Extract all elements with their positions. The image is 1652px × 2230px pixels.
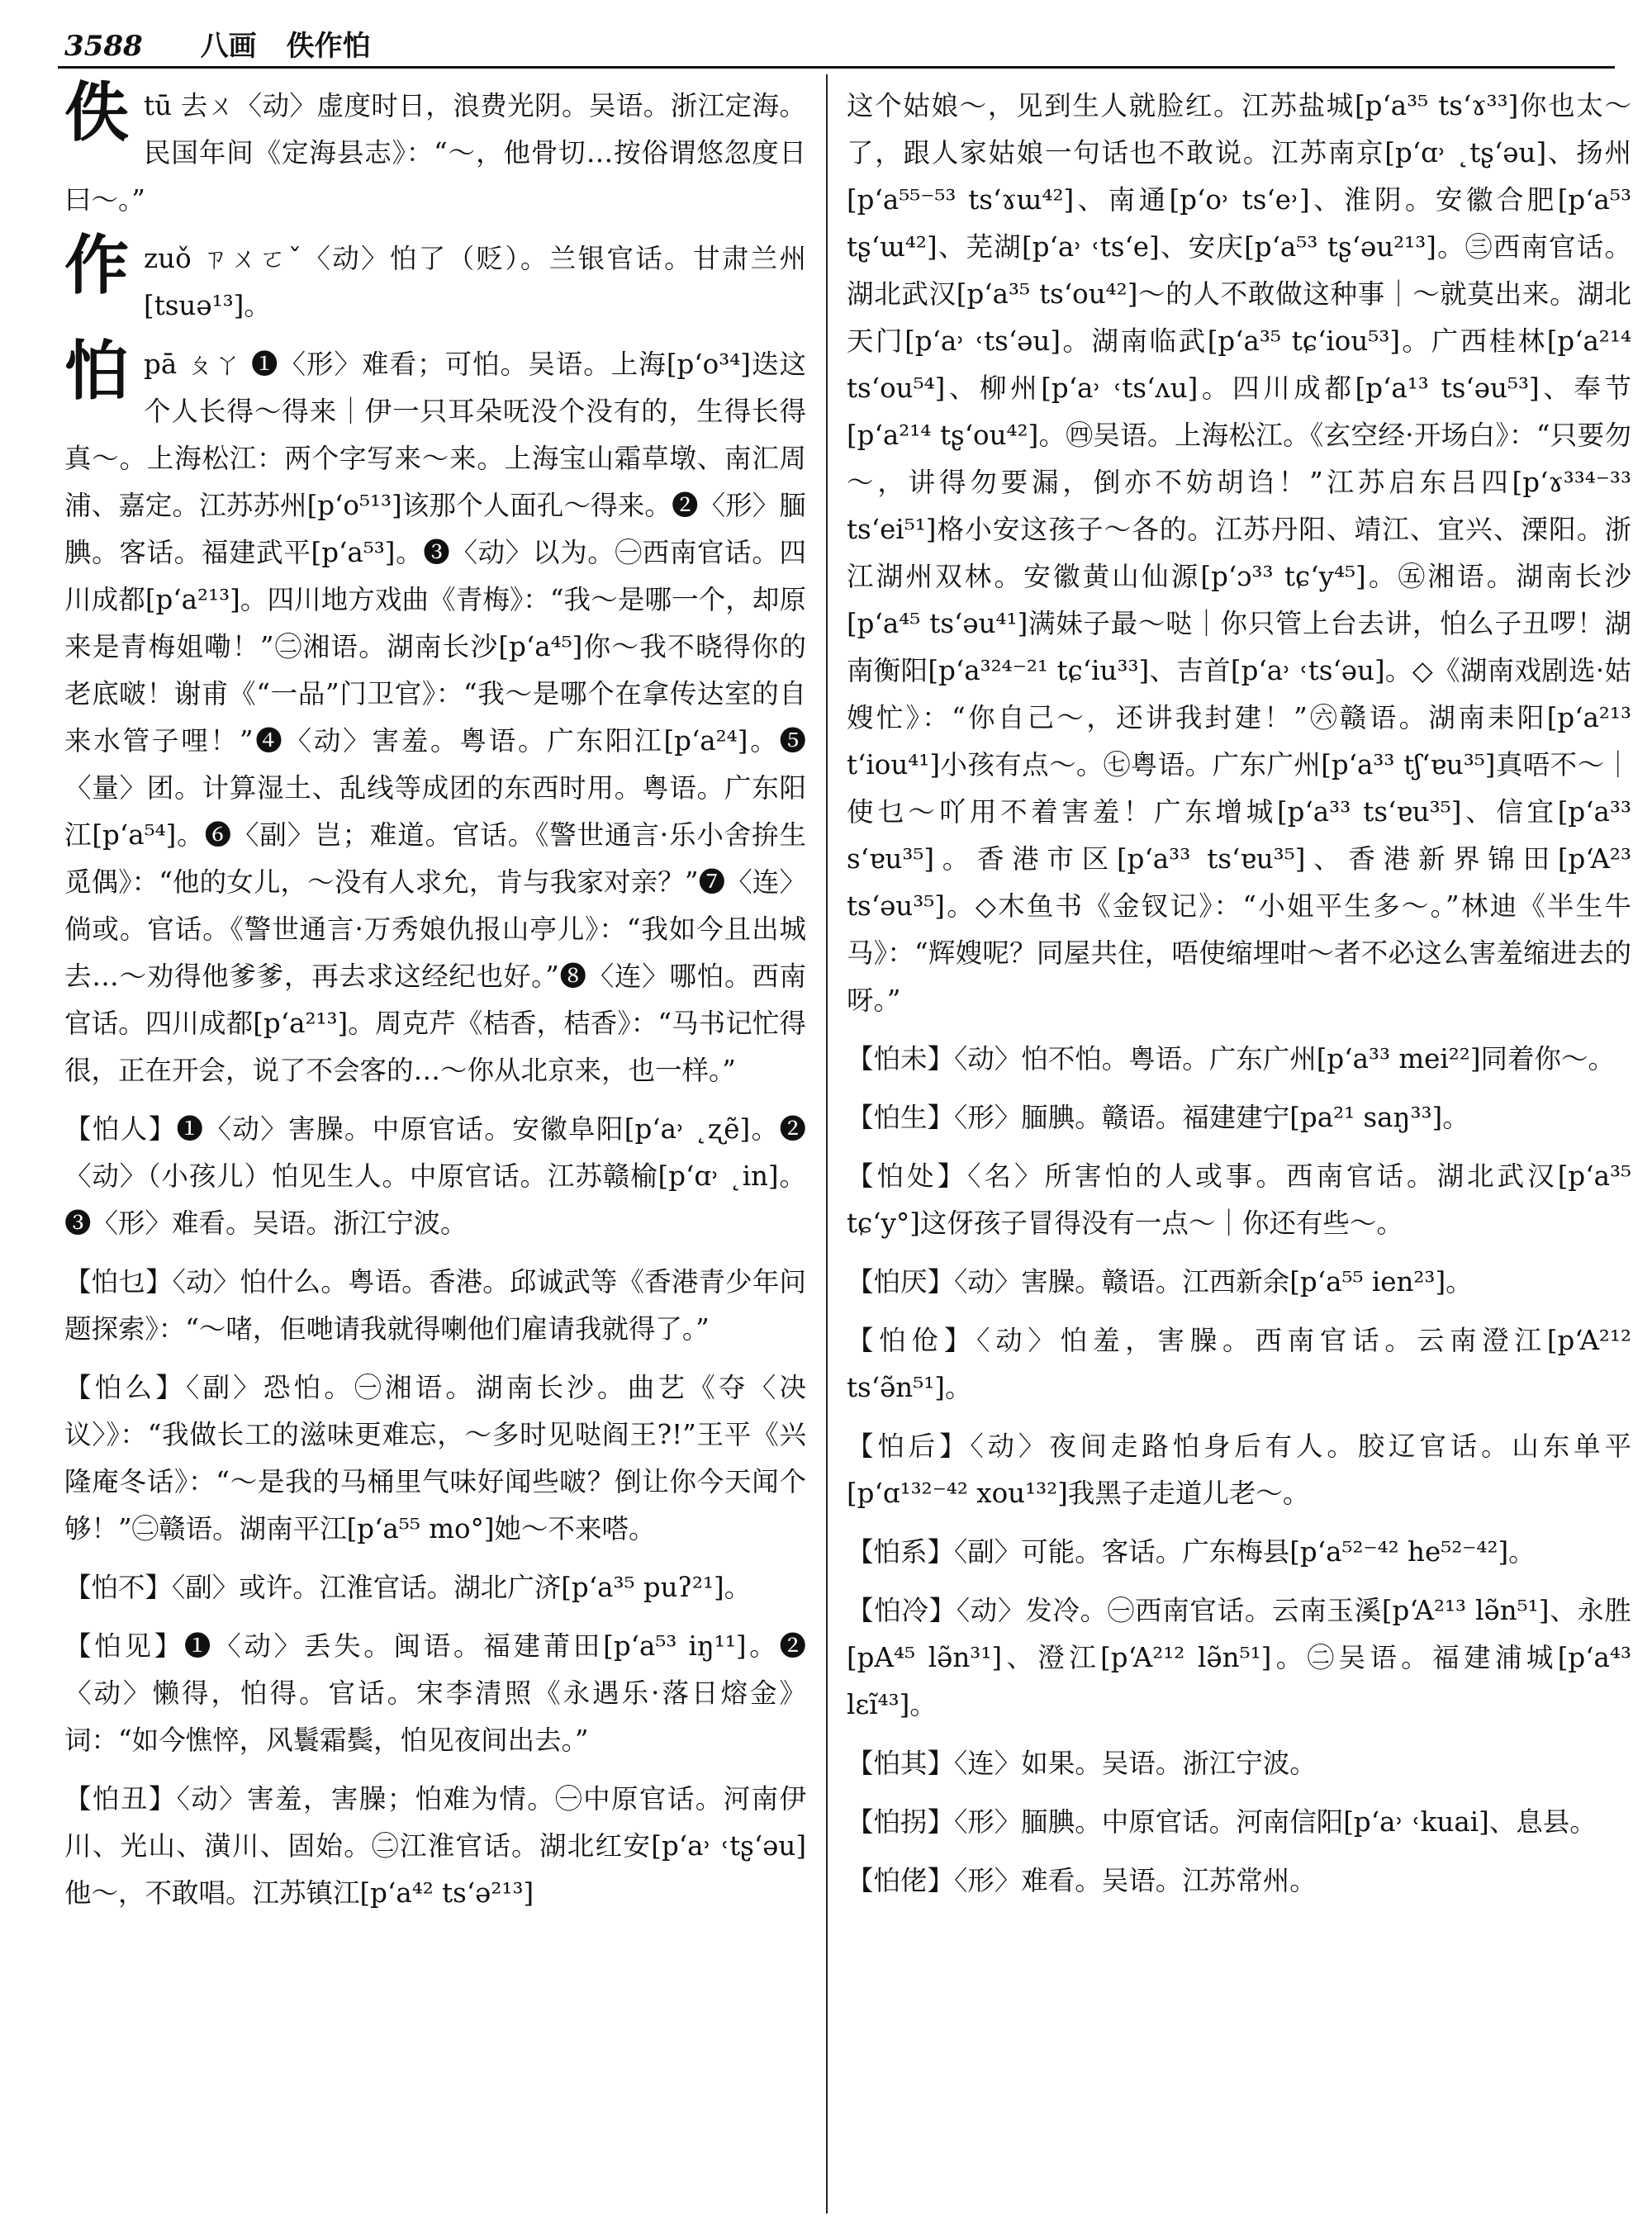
page-number: 3588	[64, 30, 143, 63]
entry-pachou-cont	[847, 83, 1631, 1024]
entry-pahou	[847, 1423, 1631, 1517]
entry-pachou	[64, 1776, 806, 1917]
entry-pame-text: 【怕么】〈副〉恐怕。㊀湘语。湖南长沙。曲艺《夺〈决议〉》：“我做长工的滋味更难忘，～多时见哒阎王?!”王平《兴隆庵冬话》：“～是我的马桶里气味好闻些啵？倒让你今天闻个够！”㊁赣语。湖南平江[p‘a⁵⁵ mo°]她～不来嗒。	[64, 1372, 806, 1544]
entry-paleng-text: 【怕冷】〈动〉发冷。㊀西南官话。云南玉溪[p‘A²¹³ lə̃n⁵¹]、永胜[pA⁴⁵ lə̃n³¹]、澄江[p‘A²¹² lə̃n⁵¹]。㊁吴语。福建浦城[p‘a⁴³ lɛĩ⁴³]。	[847, 1595, 1631, 1720]
entry-pawei-text: 【怕未】〈动〉怕不怕。粤语。广东广州[p‘a³³ mei²²]同着你～。	[847, 1043, 1616, 1075]
entry-pachu	[847, 1153, 1631, 1247]
entry-palao-text: 【怕佬】〈形〉难看。吴语。江苏常州。	[847, 1865, 1317, 1896]
right-column	[847, 83, 1631, 1916]
entry-pa-text: pā ㄆㄚ ❶〈形〉难看；可怕。吴语。上海[p‘o³⁴]迭这个人长得～得来｜伊一只耳朵呒没个没有的，生得长得真～。上海松江：两个字写来～来。上海宝山霜草墩、南汇周浦、嘉定。江苏苏州[p‘o⁵¹³]该那个人面孔～得来。❷〈形〉腼腆。客话。福建武平[p‘a⁵³]。❸〈动〉以为。㊀西南官话。四川成都[p‘a²¹³]。四川地方戏曲《青梅》：“我～是哪一个，却原来是青梅姐嘞！”㊁湘语。湖南长沙[p‘a⁴⁵]你～我不晓得你的老底啵！谢甫《“一品”门卫官》：“我～是哪个在拿传达室的自来水管子哩！”❹〈动〉害羞。粤语。广东阳江[p‘a²⁴]。❺〈量〉团。计算湿土、乱线等成团的东西时用。粤语。广东阳江[p‘a⁵⁴]。❻〈副〉岂；难道。官话。《警世通言·乐小舍拚生觅偶》：“他的女儿，～没有人求允，肯与我家对亲？”❼〈连〉倘或。官话。《警世通言·万秀娘仇报山亭儿》：“我如今且出城去…～劝得他爹爹，再去求这经纪也好。”❽〈连〉哪怕。西南官话。四川成都[p‘a²¹³]。周克芹《桔香，桔香》：“马书记忙得很，正在开会，说了不会客的…～你从北京来，也一样。”	[64, 349, 806, 1086]
entry-paxi-text: 【怕系】〈副〉可能。客话。广东梅县[p‘a⁵²⁻⁴² he⁵²⁻⁴²]。	[847, 1536, 1536, 1568]
entry-zuo-text: zuǒ ㄗㄨㄛˇ〈动〉怕了（贬）。兰银官话。甘肃兰州[tsuə¹³]。	[144, 243, 806, 321]
header-chars: 佚作怕	[286, 30, 371, 63]
header-rule	[58, 66, 1615, 69]
headword-zuo: 作	[64, 228, 130, 303]
entry-palao	[847, 1858, 1631, 1905]
entry-pasheng	[847, 1094, 1631, 1141]
entry-pamie	[64, 1259, 806, 1353]
entry-yi	[64, 75, 806, 224]
entry-paxi	[847, 1529, 1631, 1576]
entry-paguai	[847, 1799, 1631, 1846]
left-column	[64, 75, 806, 1929]
entry-payan-text: 【怕厌】〈动〉害臊。赣语。江西新余[p‘a⁵⁵ ien²³]。	[847, 1266, 1473, 1298]
entry-paqi-text: 【怕其】〈连〉如果。吴语。浙江宁波。	[847, 1748, 1317, 1779]
entry-paqi	[847, 1740, 1631, 1787]
entry-pahou-text: 【怕后】〈动〉夜间走路怕身后有人。胶辽官话。山东单平[p‘ɑ¹³²⁻⁴² xou¹³²]我黑子走道儿老～。	[847, 1431, 1631, 1509]
entry-paren	[64, 1106, 806, 1247]
entry-yi-text: tū 去ㄨ〈动〉虚度时日，浪费光阴。吴语。浙江定海。民国年间《定海县志》：“～，他骨切…按俗谓悠忽度日曰～。”	[64, 90, 806, 216]
headword-pa: 怕	[64, 334, 130, 409]
entry-pacang-text: 【怕伧】〈动〉怕羞，害臊。西南官话。云南澄江[p‘A²¹² ts‘ə̃n⁵¹]。	[847, 1325, 1631, 1403]
entry-payan	[847, 1259, 1631, 1306]
section-label: 八画	[200, 30, 257, 63]
entry-pajian	[64, 1623, 806, 1764]
headword-yi: 佚	[64, 75, 130, 150]
entry-zuo	[64, 228, 806, 330]
entry-pame	[64, 1364, 806, 1553]
entry-pawei	[847, 1036, 1631, 1083]
page-header	[64, 23, 1602, 66]
entry-pabu	[64, 1564, 806, 1611]
entry-paren-text: 【怕人】❶〈动〉害臊。中原官话。安徽阜阳[p‘a˒ ˛ʐẽ]。❷〈动〉（小孩儿）怕见生人。中原官话。江苏赣榆[p‘ɑ˒ ˛in]。❸〈形〉难看。吴语。浙江宁波。	[64, 1113, 806, 1239]
entry-pachu-text: 【怕处】〈名〉所害怕的人或事。西南官话。湖北武汉[p‘a³⁵ tɕ‘y°]这伢孩子冒得没有一点～｜你还有些～。	[847, 1160, 1631, 1239]
entry-pachou-text: 【怕丑】〈动〉害羞，害臊；怕难为情。㊀中原官话。河南伊川、光山、潢川、固始。㊁江淮官话。湖北红安[p‘a˒ ˓tʂ‘əu]他～，不敢唱。江苏镇江[p‘a⁴² ts‘ə²¹³]	[64, 1783, 806, 1909]
entry-pajian-text: 【怕见】❶〈动〉丢失。闽语。福建莆田[p‘a⁵³ iŋ¹¹]。❷〈动〉懒得，怕得。官话。宋李清照《永遇乐·落日熔金》词：“如今憔悴，风鬟霜鬓，怕见夜间出去。”	[64, 1630, 806, 1756]
entry-pa	[64, 334, 806, 1094]
entry-pasheng-text: 【怕生】〈形〉腼腆。赣语。福建建宁[pa²¹ saŋ³³]。	[847, 1102, 1469, 1133]
entry-paguai-text: 【怕拐】〈形〉腼腆。中原官话。河南信阳[p‘a˒ ˓kuai]、息县。	[847, 1806, 1597, 1838]
column-divider	[826, 74, 828, 2213]
entry-pabu-text: 【怕不】〈副〉或许。江淮官话。湖北广济[p‘a³⁵ puʔ²¹]。	[64, 1572, 752, 1603]
entry-pacang	[847, 1317, 1631, 1412]
entry-pamie-text: 【怕乜】〈动〉怕什么。粤语。香港。邱诚武等《香港青少年问题探索》：“～啫，佢哋请我就得喇他们雇请我就得了。”	[64, 1266, 806, 1345]
entry-pachou-cont-text: 这个姑娘～，见到生人就脸红。江苏盐城[p‘a³⁵ ts‘ɤ³³]你也太～了，跟人家姑娘一句话也不敢说。江苏南京[p‘ɑ˒ ˛tʂ‘əu]、扬州[p‘a⁵⁵⁻⁵³ ts‘ɤɯ⁴²]、南通[p‘o˒ ts‘e˒]、淮阴。安徽合肥[p‘a⁵³ tʂ‘ɯ⁴²]、芜湖[p‘a˒ ˓ts‘e]、安庆[p‘a⁵³ tʂ‘əu²¹³]。㊂西南官话。湖北武汉[p‘a³⁵ ts‘ou⁴²]～的人不敢做这种事｜～就莫出来。湖北天门[p‘a˒ ˓ts‘əu]。湖南临武[p‘a³⁵ tɕ‘iou⁵³]。广西桂林[p‘a²¹⁴ ts‘ou⁵⁴]、柳州[p‘a˒ ˓ts‘ʌu]。四川成都[p‘a¹³ ts‘əu⁵³]、奉节[p‘a²¹⁴ tʂ‘ou⁴²]。㊃吴语。上海松江。《玄空经·开场白》：“只要勿～，讲得勿要漏，倒亦不妨胡诌！”江苏启东吕四[p‘ɤ³³⁴⁻³³ ts‘ei⁵¹]格小安这孩子～各的。江苏丹阳、靖江、宜兴、溧阳。浙江湖州双林。安徽黄山仙源[p‘ɔ³³ tɕ‘y⁴⁵]。㊄湘语。湖南长沙[p‘a⁴⁵ ts‘əu⁴¹]满妹子最～哒｜你只管上台去讲，怕么子丑啰！湖南衡阳[p‘a³²⁴⁻²¹ tɕ‘iu³³]、吉首[p‘a˒ ˓ts‘əu]。◇《湖南戏剧选·姑嫂忙》：“你自己～，还讲我封建！”㊅赣语。湖南耒阳[p‘a²¹³ t‘iou⁴¹]小孩有点～。㊆粤语。广东广州[p‘a³³ tʃ‘ɐu³⁵]真唔不～｜使乜～吖用不着害羞！广东增城[p‘a³³ ts‘ɐu³⁵]、信宜[p‘a³³ s‘ɐu³⁵]。香港市区[p‘a³³ ts‘ɐu³⁵]、香港新界锦田[p‘A²³ ts‘əu³⁵]。◇木鱼书《金钗记》：“小姐平生多～。”林迪《半生牛马》：“辉嫂呢？同屋共住，唔使缩埋咁～者不必这么害羞缩进去的呀。”	[847, 90, 1631, 1016]
entry-paleng	[847, 1587, 1631, 1729]
